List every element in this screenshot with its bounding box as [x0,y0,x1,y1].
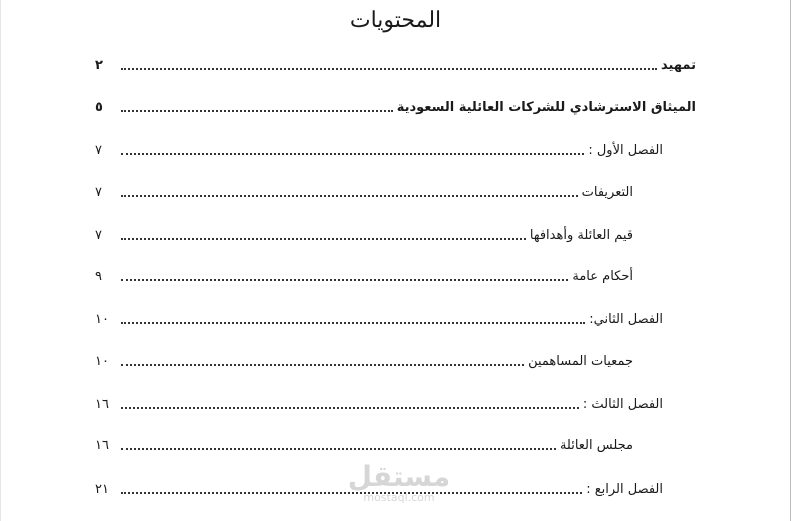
dot-leader [121,109,393,112]
toc-entry-charter[interactable] [95,97,696,117]
toc-page-number: ٧ [95,185,102,200]
toc-entry-chapter-1[interactable] [95,140,663,160]
toc-entry-chapter-2[interactable] [95,309,663,329]
toc-entry-label: قيم العائلة وأهدافها [529,228,633,243]
dot-leader [121,237,526,240]
toc-entry-preface[interactable] [95,55,696,75]
toc-page-number: ٢١ [95,482,109,497]
toc-page-number: ٩ [95,269,102,284]
toc-entry-label: مجلس العائلة [559,438,633,453]
toc-entry-chapter-3[interactable] [95,394,663,414]
toc-entry-general-provisions[interactable] [95,266,633,286]
toc-entry-label: تمهيد [661,58,696,73]
toc-page-number: ١٠ [95,354,109,369]
dot-leader [121,278,568,281]
dot-leader [121,67,657,70]
toc-entry-family-council[interactable] [95,435,633,455]
toc-page-number: ٧ [95,143,102,158]
toc-entry-label: جمعيات المساهمين [528,354,633,369]
toc-entry-label: الفصل الثاني: [589,312,663,327]
toc-entry-definitions[interactable] [95,182,633,202]
dot-leader [121,363,524,366]
toc-page-number: ٢ [95,58,103,73]
watermark-arabic: مستقل [347,460,451,493]
toc-entry-label: الميثاق الاسترشادي للشركات العائلية السعودية [396,100,696,115]
toc-title: المحتويات [349,8,442,33]
dot-leader [121,152,584,155]
toc-page-number: ٧ [95,228,102,243]
toc-entry-label: الفصل الرابع : [586,482,663,497]
toc-entry-shareholder-assemblies[interactable] [95,351,633,371]
toc-entry-family-values[interactable] [95,225,633,245]
dot-leader [121,194,578,197]
dot-leader [121,406,579,409]
toc-entry-label: الفصل الثالث : [582,397,663,412]
toc-page-number: ١٦ [95,438,109,453]
toc-page-number: ١٦ [95,397,109,412]
toc-entry-label: أحكام عامة [572,269,633,284]
toc-entry-label: التعريفات [581,185,633,200]
watermark-logo [344,462,454,504]
watermark-latin: mostaql.com [363,491,435,504]
toc-entry-label: الفصل الأول : [588,143,663,158]
dot-leader [121,447,556,450]
dot-leader [121,321,585,324]
toc-page-number: ١٠ [95,312,109,327]
toc-page-number: ٥ [95,100,103,115]
